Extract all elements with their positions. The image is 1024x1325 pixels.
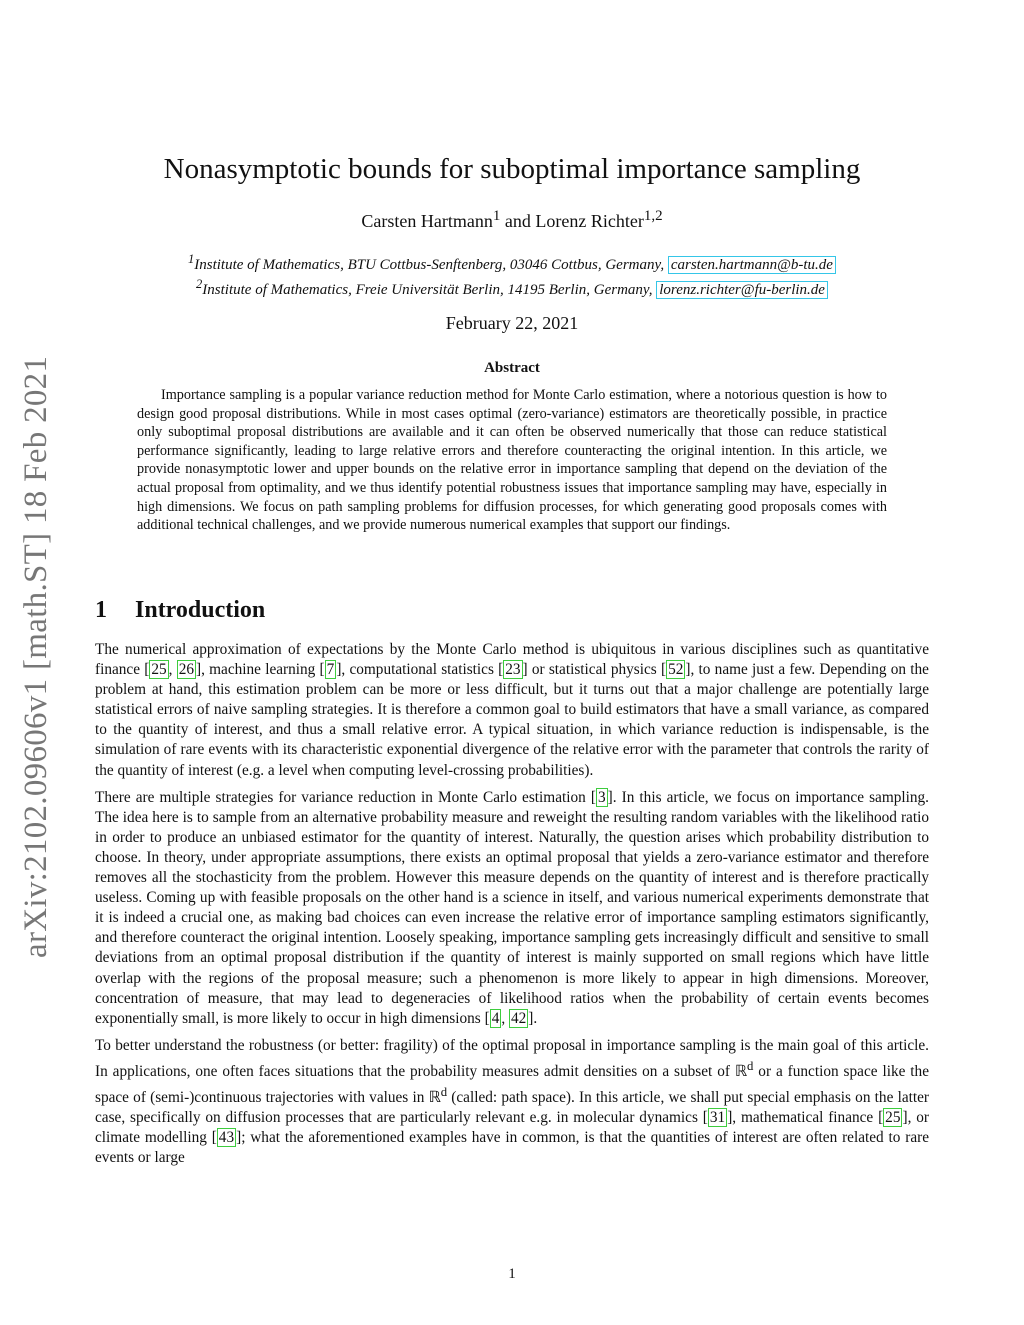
citation-link[interactable]: 26 bbox=[178, 661, 194, 679]
affiliation-number: 2 bbox=[196, 277, 203, 291]
affiliation-text: Institute of Mathematics, Freie Universität Berlin, 14195 Berlin, Germany, bbox=[202, 282, 657, 298]
citation-link[interactable]: 23 bbox=[505, 661, 521, 679]
paragraph bbox=[95, 788, 929, 1029]
text-run: The numerical approximation of expectations by the Monte Carlo method is ubiquitous in various disciplines such as quantitative finance [ bbox=[95, 641, 929, 679]
superscript: d bbox=[747, 1058, 754, 1073]
author-list bbox=[95, 208, 929, 232]
text-run: (called: path space). In this article, we shall put special emphasis on the latter case, specifically on diffusion processes that are particularly relevant e.g. in molecular dynamics [ bbox=[95, 1089, 929, 1127]
citation-link[interactable]: 25 bbox=[885, 1109, 901, 1127]
citation-link[interactable]: 52 bbox=[668, 661, 684, 679]
affiliation-number: 1 bbox=[188, 252, 195, 266]
author-separator: and bbox=[500, 211, 536, 231]
section-title: Introduction bbox=[135, 597, 266, 623]
affiliation-line bbox=[95, 250, 929, 275]
paragraph bbox=[95, 640, 929, 781]
paper-date: February 22, 2021 bbox=[445, 313, 579, 333]
text-run: , bbox=[168, 661, 177, 679]
affiliations bbox=[95, 250, 929, 300]
text-run: There are multiple strategies for variance reduction in Monte Carlo estimation [ bbox=[95, 788, 596, 806]
text-run: ], mathematical finance [ bbox=[727, 1109, 884, 1127]
section-heading bbox=[95, 597, 265, 624]
email-link[interactable]: carsten.hartmann@b-tu.de bbox=[668, 256, 836, 274]
citation-link[interactable]: 4 bbox=[491, 1009, 500, 1027]
author-name: Carsten Hartmann bbox=[361, 211, 493, 231]
body-text bbox=[95, 640, 929, 1176]
abstract-heading: Abstract bbox=[484, 360, 540, 376]
citation-link[interactable]: 31 bbox=[709, 1109, 726, 1127]
author-affiliation-mark: 1,2 bbox=[643, 208, 663, 224]
text-run: ]. bbox=[528, 1009, 538, 1027]
text-run: ] or statistical physics [ bbox=[522, 661, 667, 679]
text-run: ]. In this article, we focus on importance sampling. The idea here is to sample from an alternative probability measure and reweight the resulting random variables with the likelihood ratio in order to produce an unbiased estimator for the quantity of interest. Naturally, the question arises which probability distribution to choose. In theory, under appropriate assumptions, there exists an optimal proposal that yields a zero-variance estimator and therefore removes all the stochasticity from the problem. However this measure depends on the quantity of interest and is therefore practically useless. Coming up with feasible proposals on the other hand is a science in itself, and various numerical experiments demonstrate that it is indeed a crucial one, as making bad choices can even increase the relative error of importance sampling estimators significantly, and therefore counteract the original intention. Loosely speaking, importance sampling gets increasingly difficult and sensitive to small deviations from an optimal proposal distribution if the quantity of interest is mainly supported on small regions which have little overlap with the regions of the proposal measure; such a phenomenon is more likely to appear in high dimensions. Moreover, concentration of measure, that may lead to degeneracies of likelihood ratios when the probability of certain events becomes exponentially small, is more likely to occur in high dimensions [ bbox=[95, 788, 929, 1027]
section-number: 1 bbox=[95, 597, 107, 623]
citation-link[interactable]: 43 bbox=[218, 1129, 235, 1147]
text-run: ]; what the aforementioned examples have in common, is that the quantities of interest are often related to rare events or large bbox=[95, 1129, 929, 1167]
text-run: or a function space like the space of (semi-)continuous trajectories with values in ℝ bbox=[95, 1062, 929, 1107]
author-affiliation-mark: 1 bbox=[492, 208, 501, 224]
citation-link[interactable]: 42 bbox=[511, 1009, 527, 1027]
text-run: To better understand the robustness (or better: fragility) of the optimal proposal in importance sampling is the main goal of this article. In applications, one often faces situations that the probability measures admit densities on a subset of ℝ bbox=[95, 1036, 929, 1080]
affiliation-text: Institute of Mathematics, BTU Cottbus-Senftenberg, 03046 Cottbus, Germany, bbox=[194, 257, 668, 273]
paragraph bbox=[95, 1036, 929, 1169]
paper-title: Nonasymptotic bounds for suboptimal importance sampling bbox=[163, 153, 861, 185]
author-name: Lorenz Richter bbox=[535, 211, 644, 231]
text-run: , bbox=[501, 1009, 509, 1027]
text-run: ], or climate modelling [ bbox=[95, 1109, 929, 1147]
superscript: d bbox=[440, 1085, 448, 1100]
email-link[interactable]: lorenz.richter@fu-berlin.de bbox=[656, 281, 828, 299]
text-run: ], computational statistics [ bbox=[336, 661, 504, 679]
abstract-text: Importance sampling is a popular variance reduction method for Monte Carlo estimation, where a notorious question is how to design good proposal distributions. While in most cases optimal (zero-variance) estimators are theoretically possible, in practice only suboptimal proposal distributions are available and it can often be observed numerically that those can reduce statistical performance significantly, leading to large relative errors and therefore counteracting the original intention. In this article, we provide nonasymptotic lower and upper bounds on the relative error in importance sampling that depend on the deviation of the actual proposal from optimality, and we thus identify potential robustness issues that importance sampling may have, especially in high dimensions. We focus on path sampling problems for diffusion processes, for which generating good proposals comes with additional technical challenges, and we provide numerous numerical examples that support our findings. bbox=[137, 387, 887, 534]
text-run: ], machine learning [ bbox=[196, 661, 325, 679]
citation-link[interactable]: 25 bbox=[151, 661, 167, 679]
affiliation-line bbox=[95, 275, 929, 300]
arxiv-identifier: arXiv:2102.09606v1 [math.ST] 18 Feb 2021 bbox=[18, 355, 54, 958]
page-number: 1 bbox=[508, 1266, 516, 1282]
citation-link[interactable]: 3 bbox=[597, 788, 606, 806]
text-run: ], to name just a few. Depending on the problem at hand, this estimation problem can be more or less difficult, but it turns out that a major challenge are potentially large statistical errors of naive sampling strategies. It is therefore a common goal to build estimators that have a small variance, as compared to the quantity of interest, and thus a small relative error. A typical situation, in which variance reduction is indispensable, is the simulation of rare events with its characteristic exponential divergence of the relative error with the parameter that controls the rarity of the quantity of interest (e.g. a level when computing level-crossing probabilities). bbox=[95, 661, 929, 779]
citation-link[interactable]: 7 bbox=[326, 661, 335, 679]
